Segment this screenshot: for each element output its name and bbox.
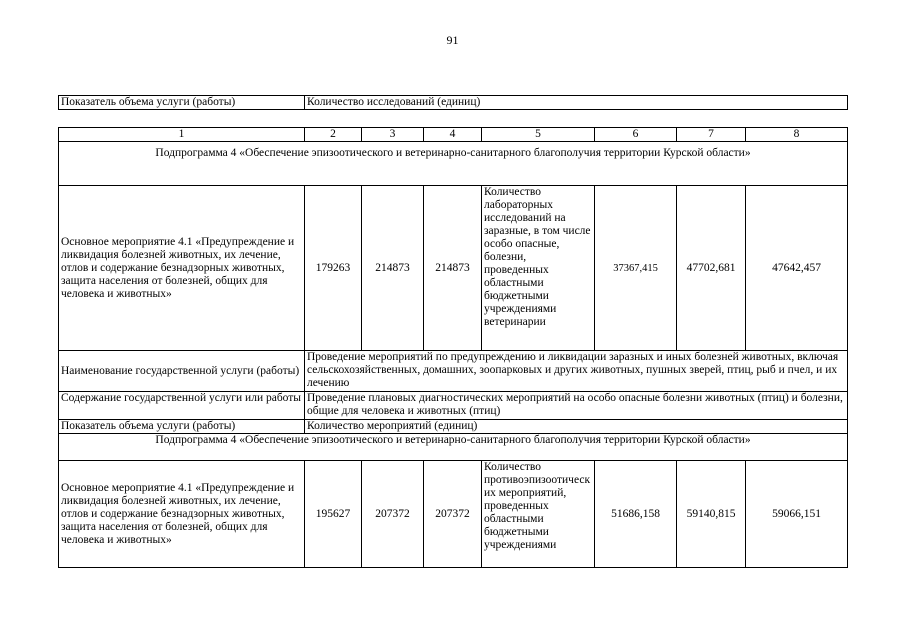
- row-2-col-8: 59066,151: [746, 461, 848, 568]
- indicator-top-label: Показатель объема услуги (работы): [59, 96, 305, 110]
- header-col-7: 7: [677, 128, 746, 142]
- service-content-row: [59, 392, 848, 420]
- row-2-col-6: 51686,158: [595, 461, 677, 568]
- row-2-col-7: 59140,815: [677, 461, 746, 568]
- header-col-1: 1: [59, 128, 305, 142]
- service-name-value: Проведение мероприятий по предупреждению и ликвидации заразных и иных болезней животных, включая сельскохозяйственных, домашних, зоопарковых и других животных, пушных зверей, птиц, рыб и пчел, и их лечению: [305, 351, 848, 392]
- row-2-col-4: 207372: [424, 461, 482, 568]
- subprogram-row-2: [59, 434, 848, 461]
- indicator-mid-row: [59, 420, 848, 434]
- header-col-8: 8: [746, 128, 848, 142]
- header-col-2: 2: [305, 128, 362, 142]
- program-table: [58, 127, 848, 568]
- service-content-label: Содержание государственной услуги или работы: [59, 392, 305, 420]
- row-1-col-2: 179263: [305, 186, 362, 351]
- header-col-5: 5: [482, 128, 595, 142]
- subprogram-title-2: Подпрограмма 4 «Обеспечение эпизоотического и ветеринарно-санитарного благополучия территории Курской области»: [59, 434, 848, 461]
- header-col-6: 6: [595, 128, 677, 142]
- row-1-col-3: 214873: [362, 186, 424, 351]
- row-1-col-6: 37367,415: [595, 186, 677, 351]
- service-content-value: Проведение плановых диагностических мероприятий на особо опасные болезни животных (птиц) и болезни, общие для человека и животных (птиц): [305, 392, 848, 420]
- header-col-4: 4: [424, 128, 482, 142]
- service-name-label: Наименование государственной услуги (работы): [59, 351, 305, 392]
- table-row: [59, 186, 848, 351]
- indicator-mid-value: Количество мероприятий (единиц): [305, 420, 848, 434]
- row-1-col-4: 214873: [424, 186, 482, 351]
- indicator-top-value: Количество исследований (единиц): [305, 96, 848, 110]
- service-name-row: [59, 351, 848, 392]
- indicator-top-row: [59, 96, 848, 110]
- row-1-col-7: 47702,681: [677, 186, 746, 351]
- subprogram-title-1: Подпрограмма 4 «Обеспечение эпизоотического и ветеринарно-санитарного благополучия территории Курской области»: [59, 142, 848, 186]
- row-2-col-2: 195627: [305, 461, 362, 568]
- row-1-activity: Основное мероприятие 4.1 «Предупреждение и ликвидация болезней животных, их лечение, отлов и содержание безнадзорных животных, защита населения от болезней, общих для человека и животных»: [59, 186, 305, 351]
- indicator-mid-label: Показатель объема услуги (работы): [59, 420, 305, 434]
- row-1-col-8: 47642,457: [746, 186, 848, 351]
- header-row: [59, 128, 848, 142]
- row-2-indicator: Количество противоэпизоотических мероприятий, проведенных областными бюджетными учреждениями: [482, 461, 595, 568]
- indicator-top-table: [58, 95, 848, 110]
- row-2-activity: Основное мероприятие 4.1 «Предупреждение и ликвидация болезней животных, их лечение, отлов и содержание безнадзорных животных, защита населения от болезней, общих для человека и животных»: [59, 461, 305, 568]
- row-1-indicator: Количество лабораторных исследований на заразные, в том числе особо опасные, болезни, проведенных областными бюджетными учреждениями ветеринарии: [482, 186, 595, 351]
- row-2-col-3: 207372: [362, 461, 424, 568]
- table-row: [59, 461, 848, 568]
- subprogram-row-1: [59, 142, 848, 186]
- header-col-3: 3: [362, 128, 424, 142]
- page-number: 91: [446, 33, 459, 47]
